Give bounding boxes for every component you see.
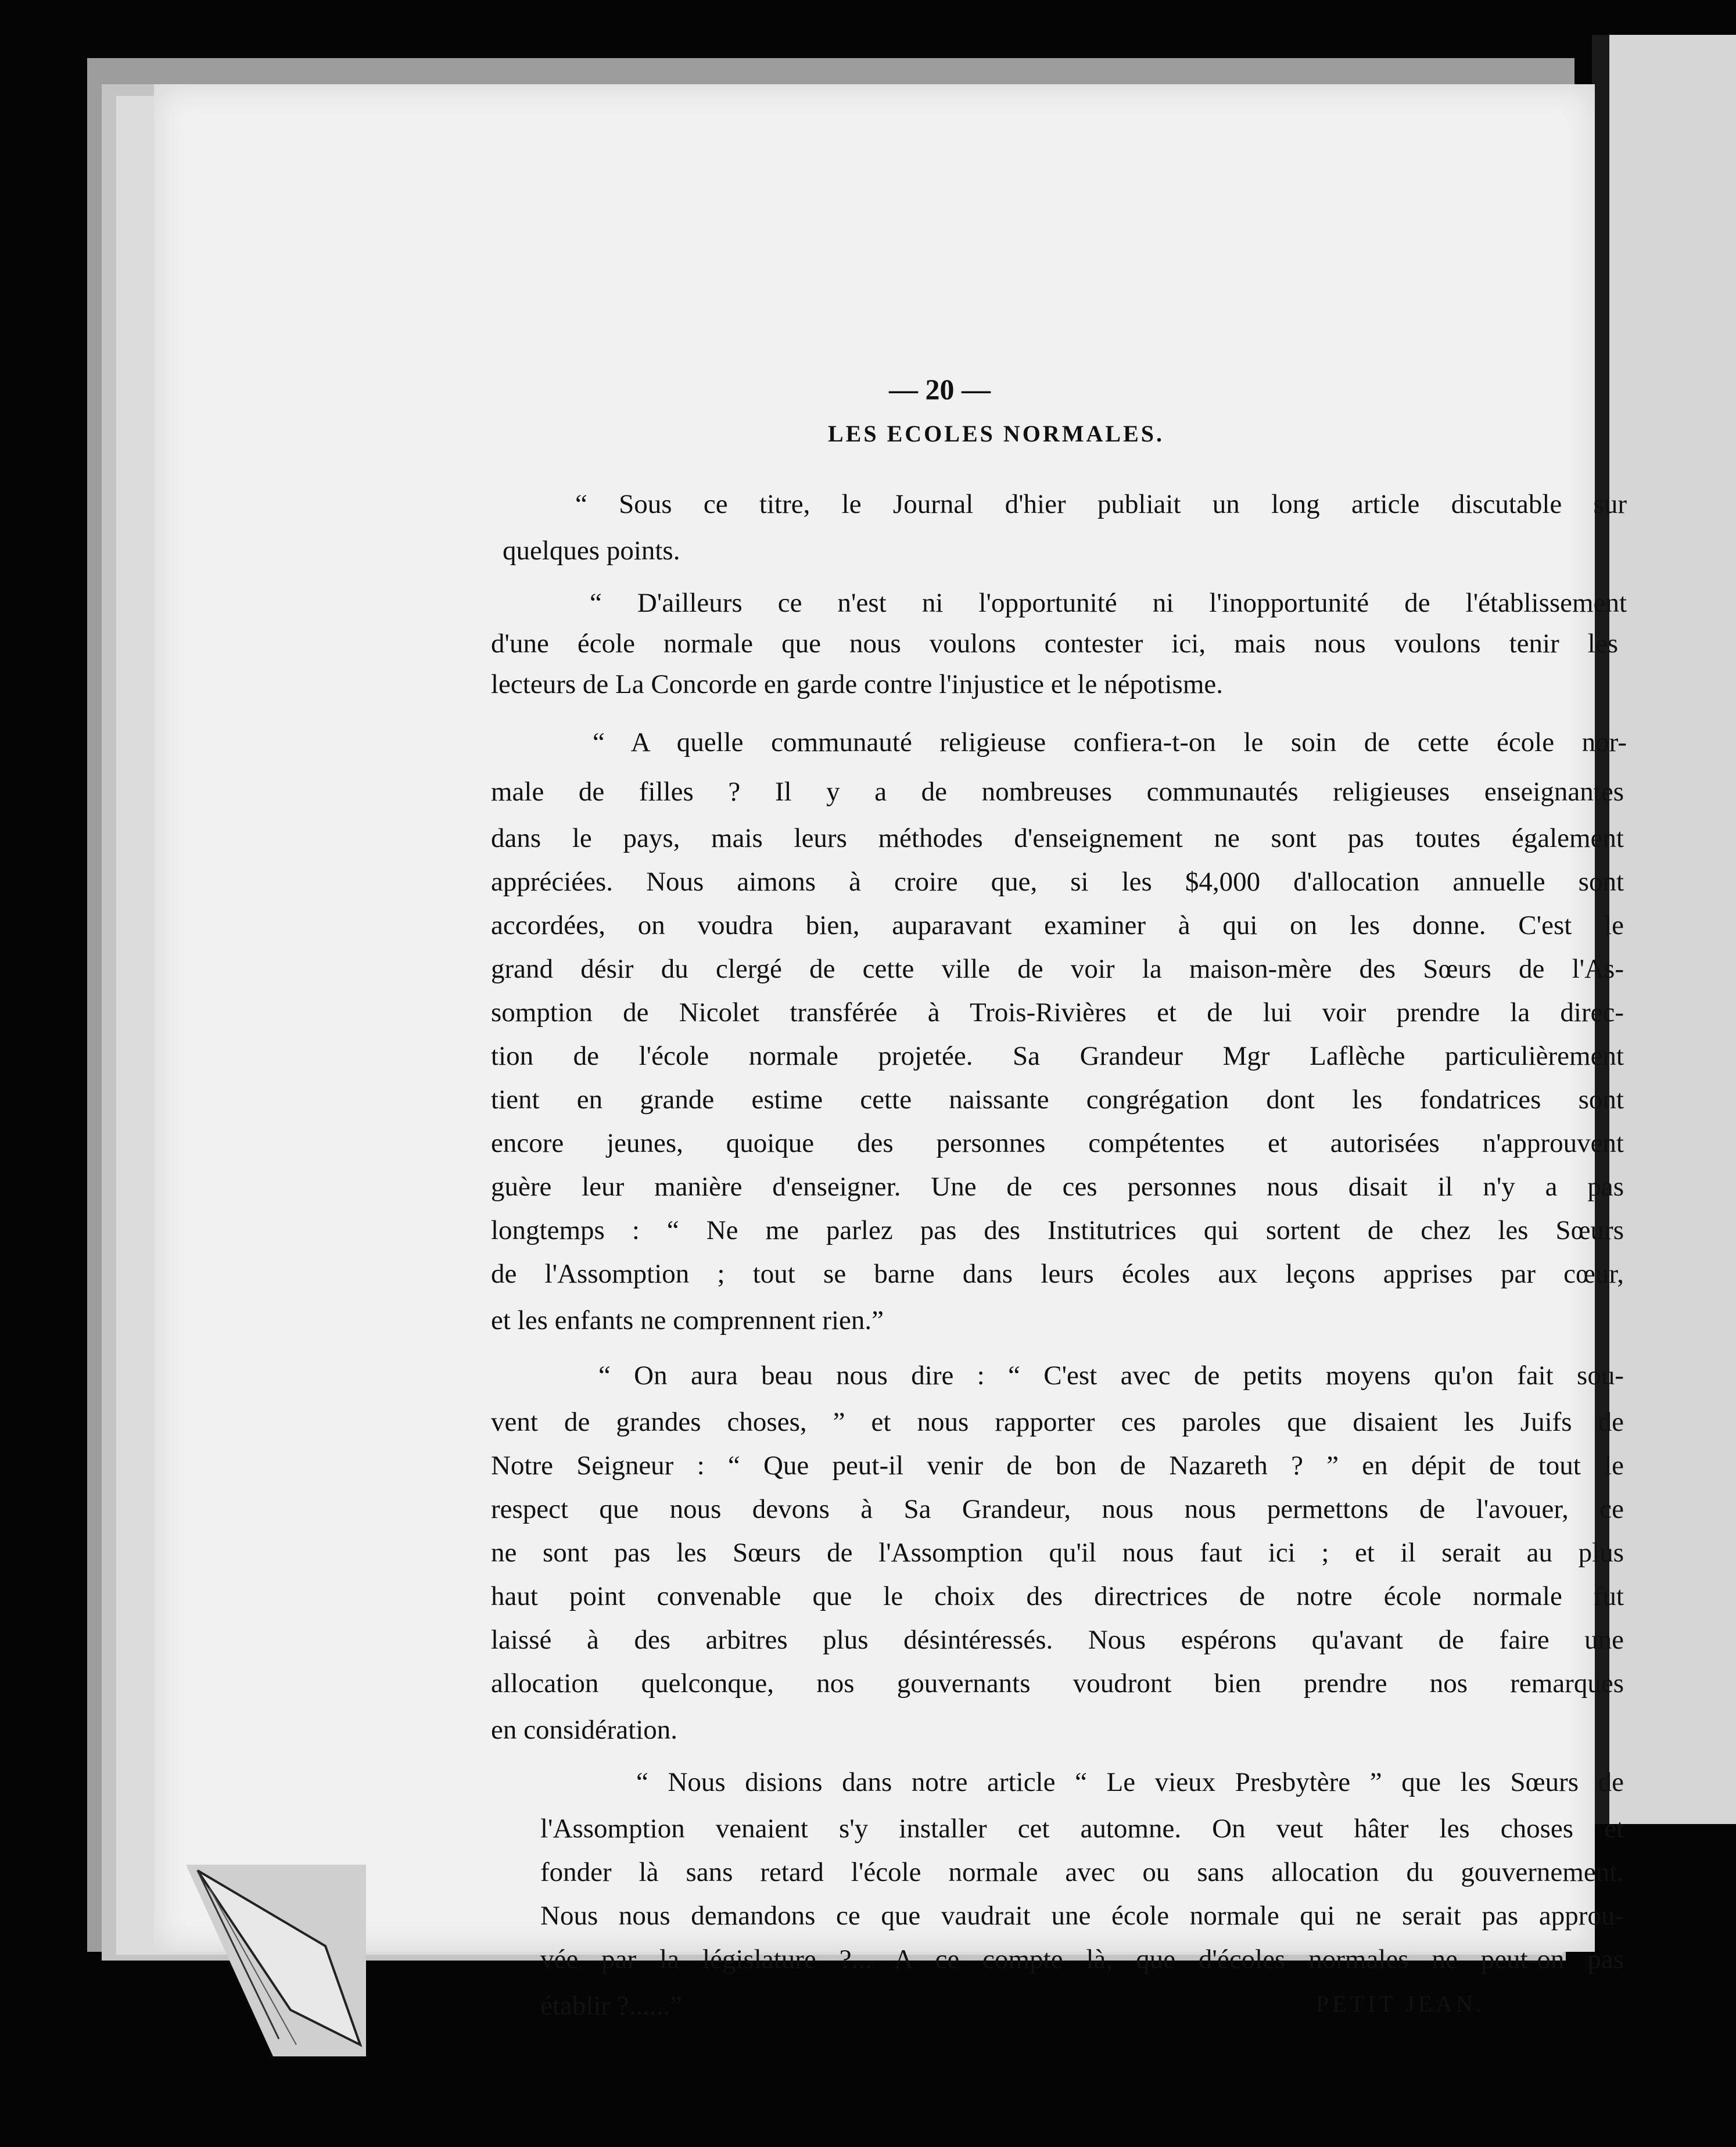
page-number: — 20 — <box>889 373 991 405</box>
signature: PETIT JEAN. <box>1316 1991 1486 2017</box>
facing-page-edge <box>1609 35 1736 1824</box>
text-line: et les enfants ne comprennent rien.” <box>491 1305 884 1335</box>
document-page <box>154 84 1627 2021</box>
text-line: fonder là sans retard l'école normale avec ou sans allocation du gouvernement. <box>540 1857 1624 1887</box>
text-line: tient en grande estime cette naissante congrégation dont les fondatrices sont <box>491 1085 1624 1115</box>
text-line: vée par la législature ?... A ce compte là, que d'écoles normales ne peut-on pas <box>540 1944 1624 1974</box>
text-line: dans le pays, mais leurs méthodes d'enseignement ne sont pas toutes également <box>491 823 1624 853</box>
text-line: accordées, on voudra bien, auparavant examiner à qui on les donne. C'est le <box>491 910 1624 940</box>
text-line: guère leur manière d'enseigner. Une de ces personnes nous disait il n'y a pas <box>491 1172 1624 1202</box>
text-line: respect que nous devons à Sa Grandeur, nous nous permettons de l'avouer, ce <box>491 1494 1624 1524</box>
folded-page-corner <box>174 1865 372 2056</box>
text-line: “ D'ailleurs ce n'est ni l'opportunité ni l'inopportunité de l'établissement <box>590 588 1627 618</box>
text-line: tion de l'école normale projetée. Sa Grandeur Mgr Laflèche particulièrement <box>491 1041 1624 1071</box>
text-line: Notre Seigneur : “ Que peut-il venir de bon de Nazareth ? ” en dépit de tout le <box>491 1451 1624 1481</box>
text-line: male de filles ? Il y a de nombreuses communautés religieuses enseignantes <box>491 777 1624 807</box>
text-line: allocation quelconque, nos gouvernants voudront bien prendre nos remarques <box>491 1668 1624 1699</box>
text-line: en considération. <box>491 1715 678 1745</box>
text-line: l'Assomption venaient s'y installer cet automne. On veut hâter les choses et <box>540 1814 1624 1844</box>
section-heading: LES ECOLES NORMALES. <box>828 421 1165 447</box>
text-line: d'une école normale que nous voulons contester ici, mais nous voulons tenir les <box>491 629 1618 659</box>
text-line: “ A quelle communauté religieuse confiera-t-on le soin de cette école nor- <box>593 727 1627 757</box>
text-line: “ On aura beau nous dire : “ C'est avec de petits moyens qu'on fait sou- <box>598 1360 1624 1391</box>
text-line: appréciées. Nous aimons à croire que, si les $4,000 d'allocation annuelle sont <box>491 867 1624 897</box>
text-line: “ Nous disions dans notre article “ Le vieux Presbytère ” que les Sœurs de <box>636 1767 1624 1797</box>
text-line: “ Sous ce titre, le Journal d'hier publiait un long article discutable sur <box>575 489 1627 519</box>
text-line: encore jeunes, quoique des personnes compétentes et autorisées n'approuvent <box>491 1128 1624 1158</box>
text-line: vent de grandes choses, ” et nous rapporter ces paroles que disaient les Juifs de <box>491 1407 1624 1437</box>
text-line: grand désir du clergé de cette ville de voir la maison-mère des Sœurs de l'As- <box>491 954 1624 984</box>
text-line: haut point convenable que le choix des directrices de notre école normale fut <box>491 1581 1624 1611</box>
text-line: établir ?......” <box>540 1991 683 2021</box>
text-line: somption de Nicolet transférée à Trois-Rivières et de lui voir prendre la direc- <box>491 997 1624 1028</box>
text-line: quelques points. <box>503 536 680 566</box>
text-line: Nous nous demandons ce que vaudrait une école normale qui ne serait pas approu- <box>540 1901 1624 1931</box>
text-line: de l'Assomption ; tout se barne dans leurs écoles aux leçons apprises par cœur, <box>491 1259 1624 1289</box>
text-line: longtemps : “ Ne me parlez pas des Institutrices qui sortent de chez les Sœurs <box>491 1215 1624 1245</box>
text-line: laissé à des arbitres plus désintéressés. Nous espérons qu'avant de faire une <box>491 1625 1624 1655</box>
text-line: ne sont pas les Sœurs de l'Assomption qu'il nous faut ici ; et il serait au plus <box>491 1538 1624 1568</box>
text-line: lecteurs de La Concorde en garde contre l'injustice et le népotisme. <box>491 669 1224 699</box>
